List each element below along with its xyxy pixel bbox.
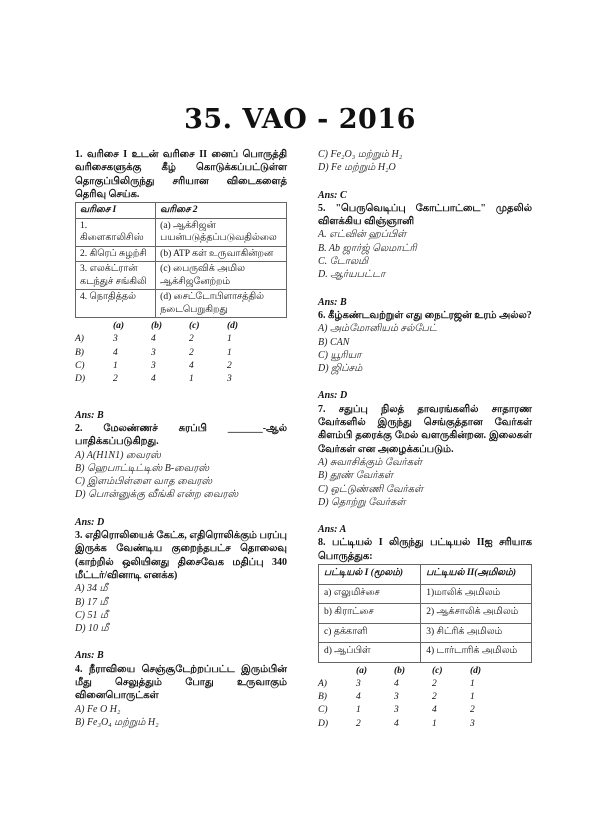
question-4-continued [318, 148, 532, 202]
question-number: 8. [318, 537, 326, 549]
codes-row: D) 2 4 1 3 [318, 718, 475, 729]
option: B) CAN [318, 336, 350, 348]
codes-header: (b) [394, 665, 406, 676]
answer: Ans: B [318, 296, 347, 308]
option: D) ஜிப்சம் [318, 363, 363, 375]
answer-codes-table [75, 320, 265, 386]
option: A. எட்வின் ஹப்பிள் [318, 229, 407, 241]
table-cell: 3) சிட்ரிக் அமிலம் [421, 623, 532, 643]
question-text: மேலண்ணச் சுரப்பி _______-ஆல் பாதிக்கப்படுகிறது. [75, 422, 287, 448]
question-5 [318, 202, 532, 309]
option: D) தொற்று வேர்கள் [318, 496, 406, 508]
codes-row: C) 1 3 4 2 [318, 705, 475, 716]
question-7 [318, 403, 532, 537]
question-1 [75, 148, 287, 422]
question-text: கீழ்கண்டவற்றுள் எது நைட்ரஜன் உரம் அல்ல? [328, 309, 532, 321]
table-header: வரிசை 2 [156, 203, 287, 219]
table-cell: (c) பைருவிக் அமில ஆக்சிஜனேற்றம் [156, 262, 287, 290]
table-row [319, 604, 532, 624]
codes-header: (b) [151, 321, 163, 332]
table-row [76, 246, 287, 262]
codes-header: (c) [432, 665, 443, 676]
left-column [75, 148, 287, 729]
answer: Ans: D [318, 390, 348, 402]
option: C) யூரியா [318, 349, 362, 361]
codes-header: (d) [227, 321, 239, 332]
option: B) 17 மீ [75, 596, 108, 608]
option: D) பொன்னுக்கு வீங்கி என்ற வைரஸ் [75, 489, 239, 501]
right-column [318, 148, 532, 731]
table-row [319, 584, 532, 604]
table-cell: a) எலுமிச்சை [319, 584, 421, 604]
question-3 [75, 529, 287, 663]
table-cell: 3. எலக்ட்ரான் கடந்துச் சங்கிலி [76, 262, 156, 290]
option: B. Ab ஜார்ஜ் லெமாட்ரி [318, 242, 417, 254]
table-cell: 1. கிளைகாலிசிஸ் [76, 218, 156, 246]
answer-codes-table [318, 665, 508, 731]
table-cell: 2. கிரெப் சுழற்சி [76, 246, 156, 262]
question-number: 2. [75, 422, 83, 434]
option: A) Fe O H₂ [75, 703, 121, 715]
answer: Ans: B [75, 650, 104, 662]
question-text: வரிசை I உடன் வரிசை II னைப் பொருத்தி வரிசைகளுக்கு கீழ் கொடுக்கப்பட்டுள்ள தொகுப்பிலிருந்து சரியான விடைகளைத் தெரிவு செய்க. [75, 149, 288, 200]
question-text: பட்டியல் I லிருந்து பட்டியல் IIஐ சரியாக பொருத்துக: [318, 537, 532, 562]
question-2 [75, 422, 287, 529]
table-cell: (d) சைட்டோபிளாசத்தில் நடைபெறுகிறது [156, 290, 287, 318]
question-8 [318, 536, 532, 731]
option: B) தூண் வேர்கள் [318, 470, 394, 482]
option: C) ஒட்டுண்ணி வேர்கள் [318, 483, 424, 495]
table-cell: (b) ATP கள் உருவாகின்றன [156, 246, 287, 262]
table-row [76, 218, 287, 246]
match-table [75, 202, 287, 318]
codes-row: D) 2 4 1 3 [75, 374, 232, 385]
codes-row: C) 1 3 4 2 [75, 361, 232, 372]
table-cell: 1)மாலிக் அமிலம் [421, 584, 532, 604]
option: C) இளம்பிள்ளை வாத வைரஸ் [75, 476, 213, 488]
codes-header: (c) [189, 321, 200, 332]
table-row [319, 643, 532, 663]
question-number: 6. [318, 309, 326, 321]
table-cell: 4) டார்டாரிக் அமிலம் [421, 643, 532, 663]
question-text: நீராவியை செஞ்சூடேற்றப்பட்ட இரும்பின் மீது செலுத்தும் போது உருவாகும் வினைபொருட்கள் [75, 663, 287, 702]
table-row [76, 262, 287, 290]
question-number: 7. [318, 403, 326, 415]
codes-header: (a) [356, 665, 368, 676]
table-cell: c) தக்காளி [319, 623, 421, 643]
answer: Ans: A [318, 524, 347, 536]
question-number: 3. [75, 530, 83, 542]
answer: Ans: C [318, 189, 347, 201]
option: A) அம்மோனியம் சல்பேட் [318, 323, 437, 335]
codes-header: (a) [113, 321, 125, 332]
answer: Ans: D [75, 516, 105, 528]
option: C. டோலமி [318, 256, 369, 268]
option: C) Fe₂O₃ மற்றும் H₂ [318, 149, 403, 160]
option: A) சுவாசிக்கும் வேர்கள் [318, 456, 423, 468]
option: C) 51 மீ [75, 609, 109, 621]
codes-row: A) 3 4 2 1 [75, 334, 232, 345]
question-number: 5. [318, 202, 326, 214]
table-row [76, 290, 287, 318]
option: A) A(H1N1) வைரஸ் [75, 449, 161, 461]
codes-row: A) 3 4 2 1 [318, 678, 475, 689]
question-text: சதுப்பு நிலத் தாவரங்களில் சாதாரண வேர்களில் இருந்து செங்குத்தான வேர்கள் கிளம்பி தரைக்கு மேல் வளருகின்றன. இலைகள் வேர்கள் என அழைக்கப்படும். [318, 403, 532, 455]
table-header: வரிசை I [76, 203, 156, 219]
question-number: 4. [75, 663, 83, 675]
codes-header: (d) [470, 665, 482, 676]
table-cell: d) ஆப்பிள் [319, 643, 421, 663]
table-cell: (a) ஆக்சிஜன் பயன்படுத்தப்படுவதில்லை [156, 218, 287, 246]
table-cell: 2) ஆக்சாலிக் அமிலம் [421, 604, 532, 624]
question-4 [75, 663, 287, 729]
question-text: "பெருவெடிப்பு கோட்பாட்டை" முதலில் விளக்கிய விஞ்ஞானி [318, 202, 533, 228]
option: B) ஹெபாட்டிட்டிஸ் B-வைரஸ் [75, 462, 210, 474]
option: D) Fe மற்றும் H₂O [318, 162, 396, 174]
answer: Ans: B [75, 409, 104, 421]
question-number: 1. [75, 149, 83, 160]
question-text: எதிரொலியைக் கேட்க, எதிரொலிக்கும் பரப்பு இருக்க வேண்டிய குறைந்தபட்ச தொலைவு (காற்றில் ஒலியினது திசைவேக மதிப்பு 340 மீட்டர்/வினாடி எனக்க) [75, 530, 287, 581]
table-cell: b) கிராட்சை [319, 604, 421, 624]
option: D) 10 மீ [75, 623, 109, 635]
table-header: பட்டியல் I (மூலம்) [319, 565, 421, 585]
question-6 [318, 309, 532, 403]
table-cell: 4. நொதித்தல் [76, 290, 156, 318]
page-title: 35. VAO - 2016 [184, 104, 416, 135]
option: D. ஆர்யபட்டா [318, 269, 386, 281]
codes-row: B) 4 3 2 1 [318, 692, 475, 703]
match-table [318, 564, 532, 663]
table-row [319, 623, 532, 643]
codes-row: B) 4 3 2 1 [75, 347, 232, 358]
option: A) 34 மீ [75, 583, 108, 595]
table-header: பட்டியல் II(அமிலம்) [421, 565, 532, 585]
option: B) Fe₃O₄ மற்றும் H₂ [75, 716, 159, 728]
